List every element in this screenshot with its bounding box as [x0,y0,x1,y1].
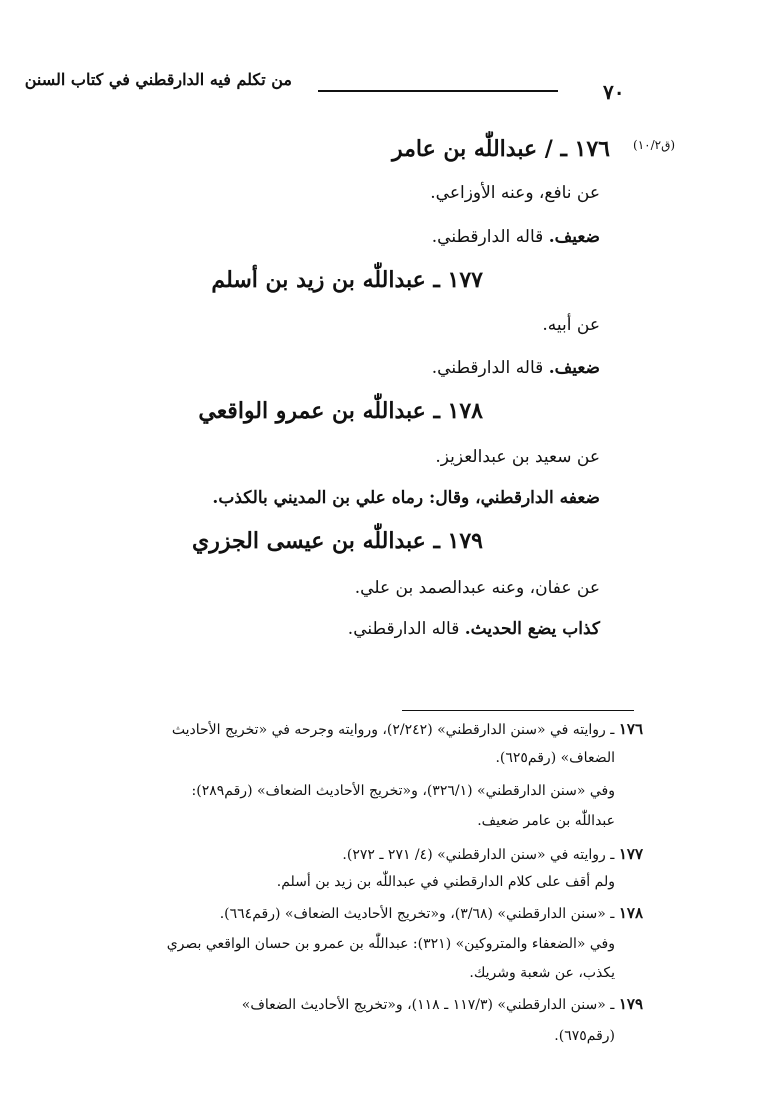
grading-label: ضعيف. [548,227,600,247]
entry-177-grading [432,358,600,378]
footnote-text: وفي «الضعفاء والمتروكين» (٣٢١): عبداللّٰه بن عمرو بن حسان الواقعي بصري [166,936,615,952]
header-rule [318,90,558,92]
grading-source: قاله الدارقطني. [431,227,549,247]
footnote-text: وفي «سنن الدارقطني» (٣٢٦/١)، و«تخريج الأحاديث الضعاف» (رقم٢٨٩): [191,783,615,799]
footnote-rule [402,710,634,711]
entry-176-grading [432,227,600,247]
footnote-line [220,904,643,922]
footnote-text: (رقم٦٧٥). [554,1028,615,1044]
footnote-text: ولم أقف على كلام الدارقطني في عبداللّٰه بن زيد بن أسلم. [276,874,615,890]
entry-heading-178: ١٧٨ ـ عبداللّٰه بن عمرو الواقعي [198,398,483,424]
footnote-line [167,936,615,952]
entry-179-grading [348,619,600,639]
footnote-line [469,965,615,981]
entry-heading-176: ١٧٦ ـ / عبداللّٰه بن عامر [391,136,610,162]
footnote-line [192,783,615,799]
footnote-line [495,750,615,766]
margin-note: (ق١٠/٢) [633,138,676,152]
running-title: من تكلم فيه الدارقطني في كتاب السنن [24,70,292,89]
entry-178-grading [212,488,600,508]
entry-heading-179: ١٧٩ ـ عبداللّٰه بن عيسى الجزري [192,528,483,554]
footnote-text: ـ روايته في «سنن الدارقطني» (٤/ ٢٧١ ـ ٢٧٢). [342,847,615,863]
footnote-line [342,845,643,863]
footnote-text: الضعاف» (رقم٦٢٥). [495,750,615,766]
footnote-number: ١٧٦ [618,720,643,738]
entry-176-narration: عن نافع، وعنه الأوزاعي. [430,183,600,203]
footnote-line [477,813,615,829]
footnote-text: عبداللّٰه بن عامر ضعيف. [477,813,615,829]
entry-179-narration: عن عفان، وعنه عبدالصمد بن علي. [354,578,600,598]
footnote-number: ١٧٩ [618,995,643,1013]
footnote-line [554,1028,615,1044]
footnote-line [277,874,615,890]
footnote-line [242,995,643,1013]
entry-177-narration: عن أبيه. [542,315,600,335]
entry-178-narration: عن سعيد بن عبدالعزيز. [435,447,600,467]
footnote-line [172,720,643,738]
entry-heading-177: ١٧٧ ـ عبداللّٰه بن زيد بن أسلم [211,267,483,293]
footnote-text: ـ «سنن الدارقطني» (١١٧/٣ ـ ١١٨)، و«تخريج الأحاديث الضعاف» [241,997,615,1013]
footnote-text: ـ «سنن الدارقطني» (٣/٦٨)، و«تخريج الأحاديث الضعاف» (رقم٦٦٤). [219,906,615,922]
page-number: ٧٠ [603,80,625,104]
grading-source: قاله الدارقطني. [431,358,549,378]
footnote-number: ١٧٧ [618,845,643,863]
grading-label: كذاب يضع الحديث. [464,619,600,639]
footnote-text: ـ روايته في «سنن الدارقطني» (٢/٢٤٢)، وروايته وجرحه في «تخريج الأحاديث [171,722,615,738]
footnote-number: ١٧٨ [618,904,643,922]
footnote-text: يكذب، عن شعبة وشريك. [469,965,615,981]
grading-source: قاله الدارقطني. [347,619,465,639]
grading-label: ضعفه الدارقطني، وقال: رماه علي بن المديني بالكذب. [212,488,600,508]
grading-label: ضعيف. [548,358,600,378]
